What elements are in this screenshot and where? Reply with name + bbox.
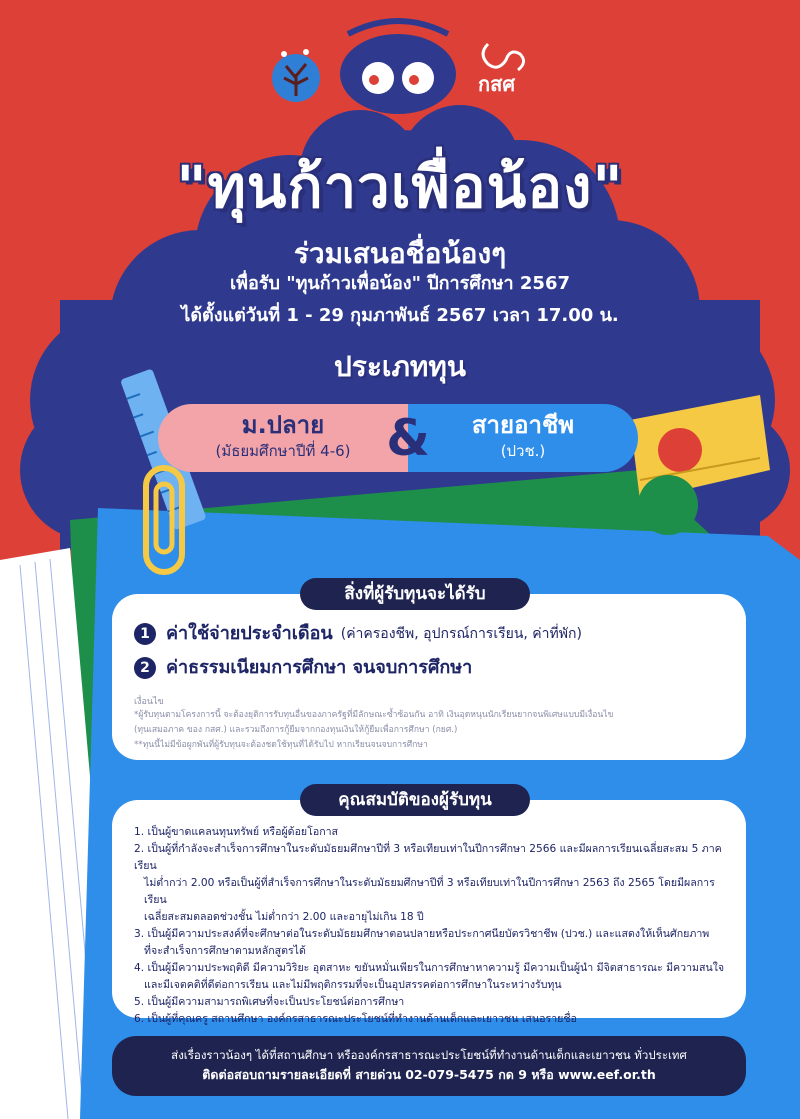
benefit-text-2: ค่าธรรมเนียมการศึกษา จนจบการศึกษา bbox=[166, 657, 473, 678]
qualification-line: 6. เป็นผู้ที่คุณครู สถานศึกษา องค์กรสาธารณะประโยชน์ที่ทำงานด้านเด็กและเยาวชน เสนอรายชื่อ bbox=[134, 1013, 577, 1025]
subtitle: ร่วมเสนอชื่อน้องๆ bbox=[293, 237, 507, 270]
qualification-line: ไม่ต่ำกว่า 2.00 หรือเป็นผู้ที่สำเร็จการศึกษาในระดับมัธยมศึกษาปีที่ 3 หรือเทียบเท่าในปีการศึกษา 2563 ถึง 2565 โดยมีผลการเรียน bbox=[144, 877, 715, 906]
type-vocational bbox=[408, 404, 638, 472]
info-line-2: ได้ตั้งแต่วันที่ 1 - 29 กุมภาพันธ์ 2567 เวลา 17.00 น. bbox=[181, 305, 619, 326]
logo-graphics bbox=[0, 14, 800, 114]
footer-line-2[interactable]: ติดต่อสอบถามรายละเอียดที่ สายด่วน 02-079-5475 กด 9 หรือ www.eef.or.th bbox=[202, 1067, 656, 1082]
green-pin bbox=[638, 475, 698, 535]
qualification-line: 5. เป็นผู้มีความสามารถพิเศษที่จะเป็นประโยชน์ต่อการศึกษา bbox=[134, 996, 405, 1008]
benefit-number-1: 1 bbox=[134, 623, 156, 645]
type-vocational-sub: (ปวช.) bbox=[500, 442, 546, 460]
brand-mark-icon bbox=[483, 44, 524, 70]
benefit-text-1: ค่าใช้จ่ายประจำเดือน bbox=[166, 623, 333, 644]
qualification-line: 4. เป็นผู้มีความประพฤติดี มีความวิริยะ อุตสาหะ ขยันหมั่นเพียรในการศึกษาหาความรู้ มีความเป็นผู้นำ มีจิตสาธารณะ มีความสนใจ bbox=[134, 962, 725, 974]
qualification-line: เฉลี่ยสะสมตลอดช่วงชั้น ไม่ต่ำกว่า 2.00 และอายุไม่เกิน 18 ปี bbox=[144, 911, 424, 923]
benefits-heading: สิ่งที่ผู้รับทุนจะได้รับ bbox=[300, 578, 530, 610]
brand-text: กสศ bbox=[478, 72, 516, 96]
condition-line-1: *ผู้รับทุนตามโครงการนี้ จะต้องยุติการรับทุนอื่นของภาครัฐที่มีลักษณะซ้ำซ้อนกัน อาทิ เงินอุดหนุนนักเรียนยากจนพิเศษแบบมีเงื่อนไข bbox=[134, 710, 614, 720]
type-vocational-name: สายอาชีพ bbox=[471, 411, 575, 439]
type-upper-secondary-name: ม.ปลาย bbox=[241, 411, 325, 439]
conditions-title: เงื่อนไข bbox=[134, 697, 164, 707]
condition-line-2: (ทุนเสมอภาค ของ กสศ.) และรวมถึงการกู้ยืมจากกองทุนเงินให้กู้ยืมเพื่อการศึกษา (กยศ.) bbox=[134, 725, 458, 735]
qualifications-heading: คุณสมบัติของผู้รับทุน bbox=[300, 784, 530, 816]
type-upper-secondary bbox=[158, 404, 408, 472]
contact-footer bbox=[112, 1036, 746, 1096]
eef-tree-logo bbox=[272, 49, 320, 102]
info-line-1: เพื่อรับ "ทุนก้าวเพื่อน้อง" ปีการศึกษา 2567 bbox=[230, 273, 570, 294]
ampersand-symbol: & bbox=[386, 409, 430, 467]
qualification-line: 3. เป็นผู้มีความประสงค์ที่จะศึกษาต่อในระดับมัธยมศึกษาตอนปลายหรือประกาศนียบัตรวิชาชีพ (ปวช.) และแสดงให้เห็นศักยภาพ bbox=[134, 928, 710, 940]
qualification-line: 1. เป็นผู้ขาดแคลนทุนทรัพย์ หรือผู้ด้อยโอกาส bbox=[134, 826, 339, 838]
type-upper-secondary-sub: (มัธยมศึกษาปีที่ 4-6) bbox=[215, 442, 351, 460]
scholarship-types-heading: ประเภททุน bbox=[334, 350, 466, 383]
qualification-line: 2. เป็นผู้ที่กำลังจะสำเร็จการศึกษาในระดับมัธยมศึกษาปีที่ 3 หรือเทียบเท่าในปีการศึกษา 2566 และมีผลการเรียนเฉลี่ยสะสม 5 ภาคเรียน bbox=[134, 843, 722, 872]
footer-line-1: ส่งเรื่องราวน้องๆ ได้ที่สถานศึกษา หรือองค์กรสาธารณะประโยชน์ที่ทำงานด้านเด็กและเยาวชน ทั่วประเทศ bbox=[171, 1048, 687, 1062]
benefits-card bbox=[112, 594, 746, 760]
qualification-line: ที่จะสำเร็จการศึกษาตามหลักสูตรได้ bbox=[144, 945, 306, 957]
benefit-number-2: 2 bbox=[134, 657, 156, 679]
qualification-line: และมีเจตคติที่ดีต่อการเรียน และไม่มีพฤติกรรมที่จะเป็นอุปสรรคต่อการศึกษาในระหว่างรับทุน bbox=[144, 979, 562, 991]
logo-bar bbox=[0, 14, 800, 114]
benefit-extra-1: (ค่าครองชีพ, อุปกรณ์การเรียน, ค่าที่พัก) bbox=[340, 626, 582, 642]
kids-mascot-logo bbox=[340, 21, 456, 114]
page-title: "ทุนก้าวเพื่อน้อง" bbox=[176, 153, 624, 221]
benefit-item-2 bbox=[134, 654, 722, 682]
qualifications-card bbox=[112, 800, 746, 1025]
condition-line-3: **ทุนนี้ไม่มีข้อผูกพันที่ผู้รับทุนจะต้องชดใช้ทุนที่ได้รับไป หากเรียนจนจบการศึกษา bbox=[134, 740, 428, 750]
benefit-item-1 bbox=[134, 620, 722, 648]
